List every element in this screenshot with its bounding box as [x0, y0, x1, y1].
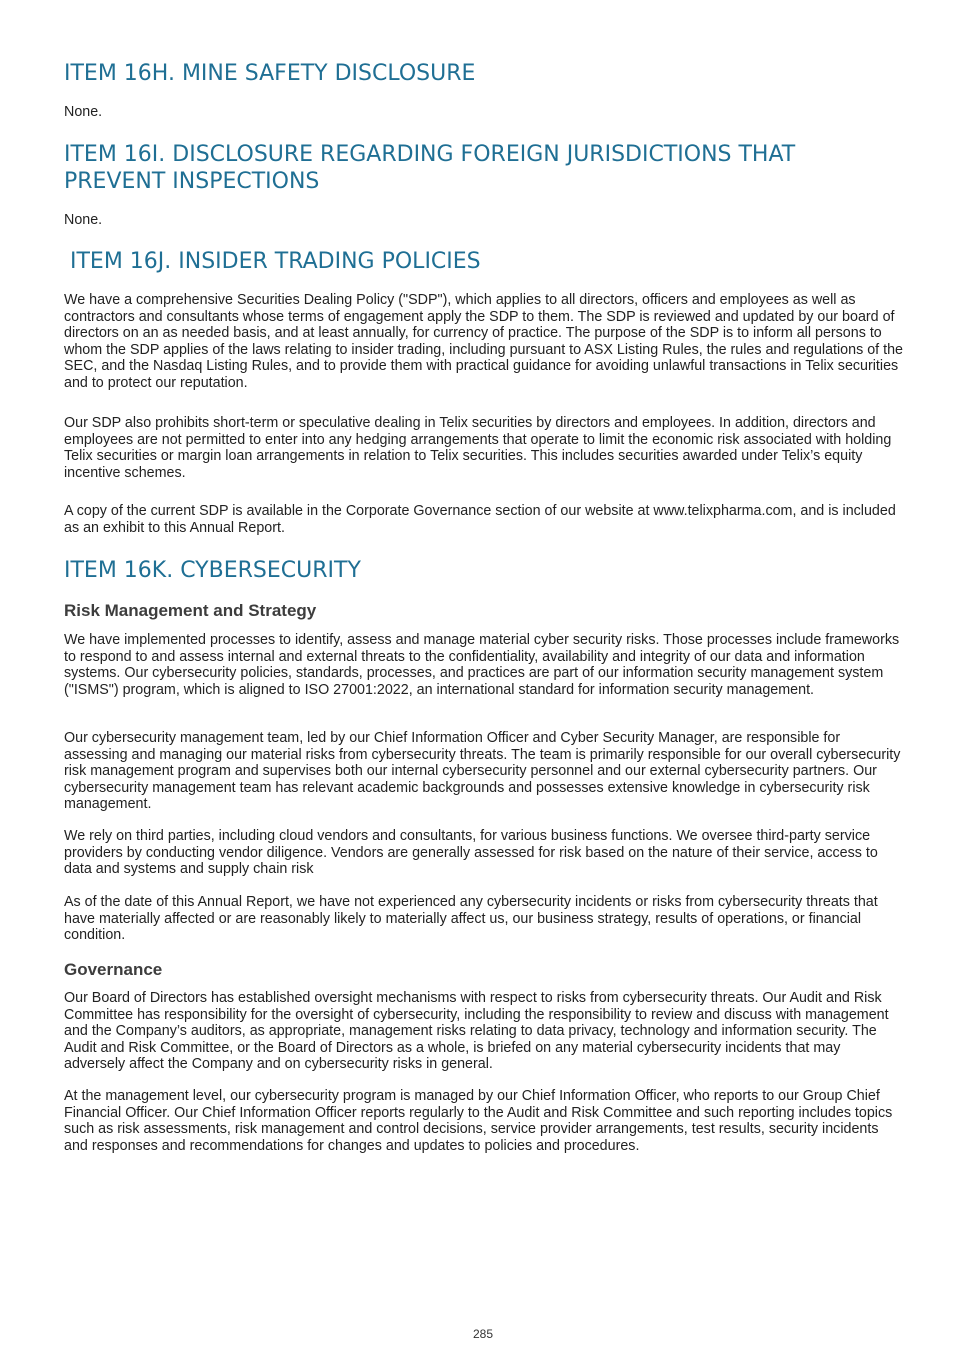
- item-16h-body: None.: [64, 104, 103, 120]
- risk-paragraph-4: As of the date of this Annual Report, we have not experienced any cybersecurity incidents or risks from cybersecurity threats that have materially affected or are reasonably likely to materially affect us, our business strategy, results of operations, or financial condition.: [64, 894, 878, 944]
- item-16j-heading: ITEM 16J. INSIDER TRADING POLICIES: [70, 249, 481, 274]
- governance-heading: Governance: [64, 960, 163, 979]
- risk-management-heading: Risk Management and Strategy: [64, 601, 317, 620]
- risk-paragraph-3: We rely on third parties, including cloud vendors and consultants, for various business functions. We oversee third-party service providers by conducting vendor diligence. Vendors are generally assessed for risk based on the nature of their service, access to data and systems and supply chain risk: [64, 828, 878, 878]
- item-16j-paragraph-3: A copy of the current SDP is available in the Corporate Governance section of our website at www.telixpharma.com, and is included as an exhibit to this Annual Report.: [64, 503, 896, 536]
- item-16k-heading: ITEM 16K. CYBERSECURITY: [64, 558, 361, 583]
- item-16i-body: None.: [64, 212, 103, 228]
- item-16j-paragraph-2: Our SDP also prohibits short-term or speculative dealing in Telix securities by directors and employees. In addition, directors and employees are not permitted to enter into any hedging arrangements that operate to limit the economic risk associated with holding Telix securities or margin loan arrangements in relation to Telix securities. This includes securities awarded under Telix’s equity incentive schemes.: [64, 415, 892, 481]
- item-16j-paragraph-1: We have a comprehensive Securities Dealing Policy ("SDP"), which applies to all directors, officers and employees as well as contractors and consultants whose terms of engagement apply the SDP to them. The SDP is reviewed and updated by our board of directors on an as needed basis, and at least annually, for currency of practice. The purpose of the SDP is to inform all persons to whom the SDP applies of the laws relating to insider trading, including pursuant to ASX Listing Rules, the rules and regulations of the SEC, and the Nasdaq Listing Rules, and to provide them with practical guidance for avoiding unlawful transactions in Telix securities and to protect our reputation.: [64, 292, 903, 391]
- governance-paragraph-1: Our Board of Directors has established oversight mechanisms with respect to risks from cybersecurity threats. Our Audit and Risk Committee has responsibility for the oversight of cybersecurity, including the responsibility to review and discuss with management and the Company’s auditors, as appropriate, management risks relating to data privacy, technology and information security. The Audit and Risk Committee, or the Board of Directors as a whole, is briefed on any material cybersecurity incidents that may adversely affect the Company and on cybersecurity risks in general.: [64, 990, 889, 1073]
- risk-paragraph-2: Our cybersecurity management team, led by our Chief Information Officer and Cyber Security Manager, are responsible for assessing and managing our material risks from cybersecurity threats. The team is primarily responsible for our overall cybersecurity risk management program and supervises both our internal cybersecurity personnel and our external cybersecurity partners. Our cybersecurity management team has relevant academic backgrounds and possesses extensive knowledge in cybersecurity risk management.: [64, 730, 901, 813]
- governance-paragraph-2: At the management level, our cybersecurity program is managed by our Chief Information Officer, who reports to our Group Chief Financial Officer. Our Chief Information Officer reports regularly to the Audit and Risk Committee and such reporting includes topics such as risk assessments, risk management and control decisions, service provider arrangements, test results, security incidents and responses and recommendations for changes and updates to policies and procedures.: [64, 1088, 893, 1154]
- page-number: 285: [472, 1327, 494, 1341]
- risk-paragraph-1: We have implemented processes to identify, assess and manage material cyber security risks. Those processes include frameworks to respond to and assess internal and external threats to the confidentiality, availability and integrity of our data and information systems. Our cybersecurity policies, standards, processes, and practices are part of our information security management system ("ISMS") program, which is aligned to ISO 27001:2022, an international standard for information security management.: [64, 632, 900, 698]
- item-16i-heading-line1: ITEM 16I. DISCLOSURE REGARDING FOREIGN JURISDICTIONS THAT: [64, 142, 796, 167]
- item-16h-heading: ITEM 16H. MINE SAFETY DISCLOSURE: [64, 61, 476, 86]
- item-16i-heading: [64, 141, 904, 195]
- item-16i-heading-line2: PREVENT INSPECTIONS: [64, 169, 320, 194]
